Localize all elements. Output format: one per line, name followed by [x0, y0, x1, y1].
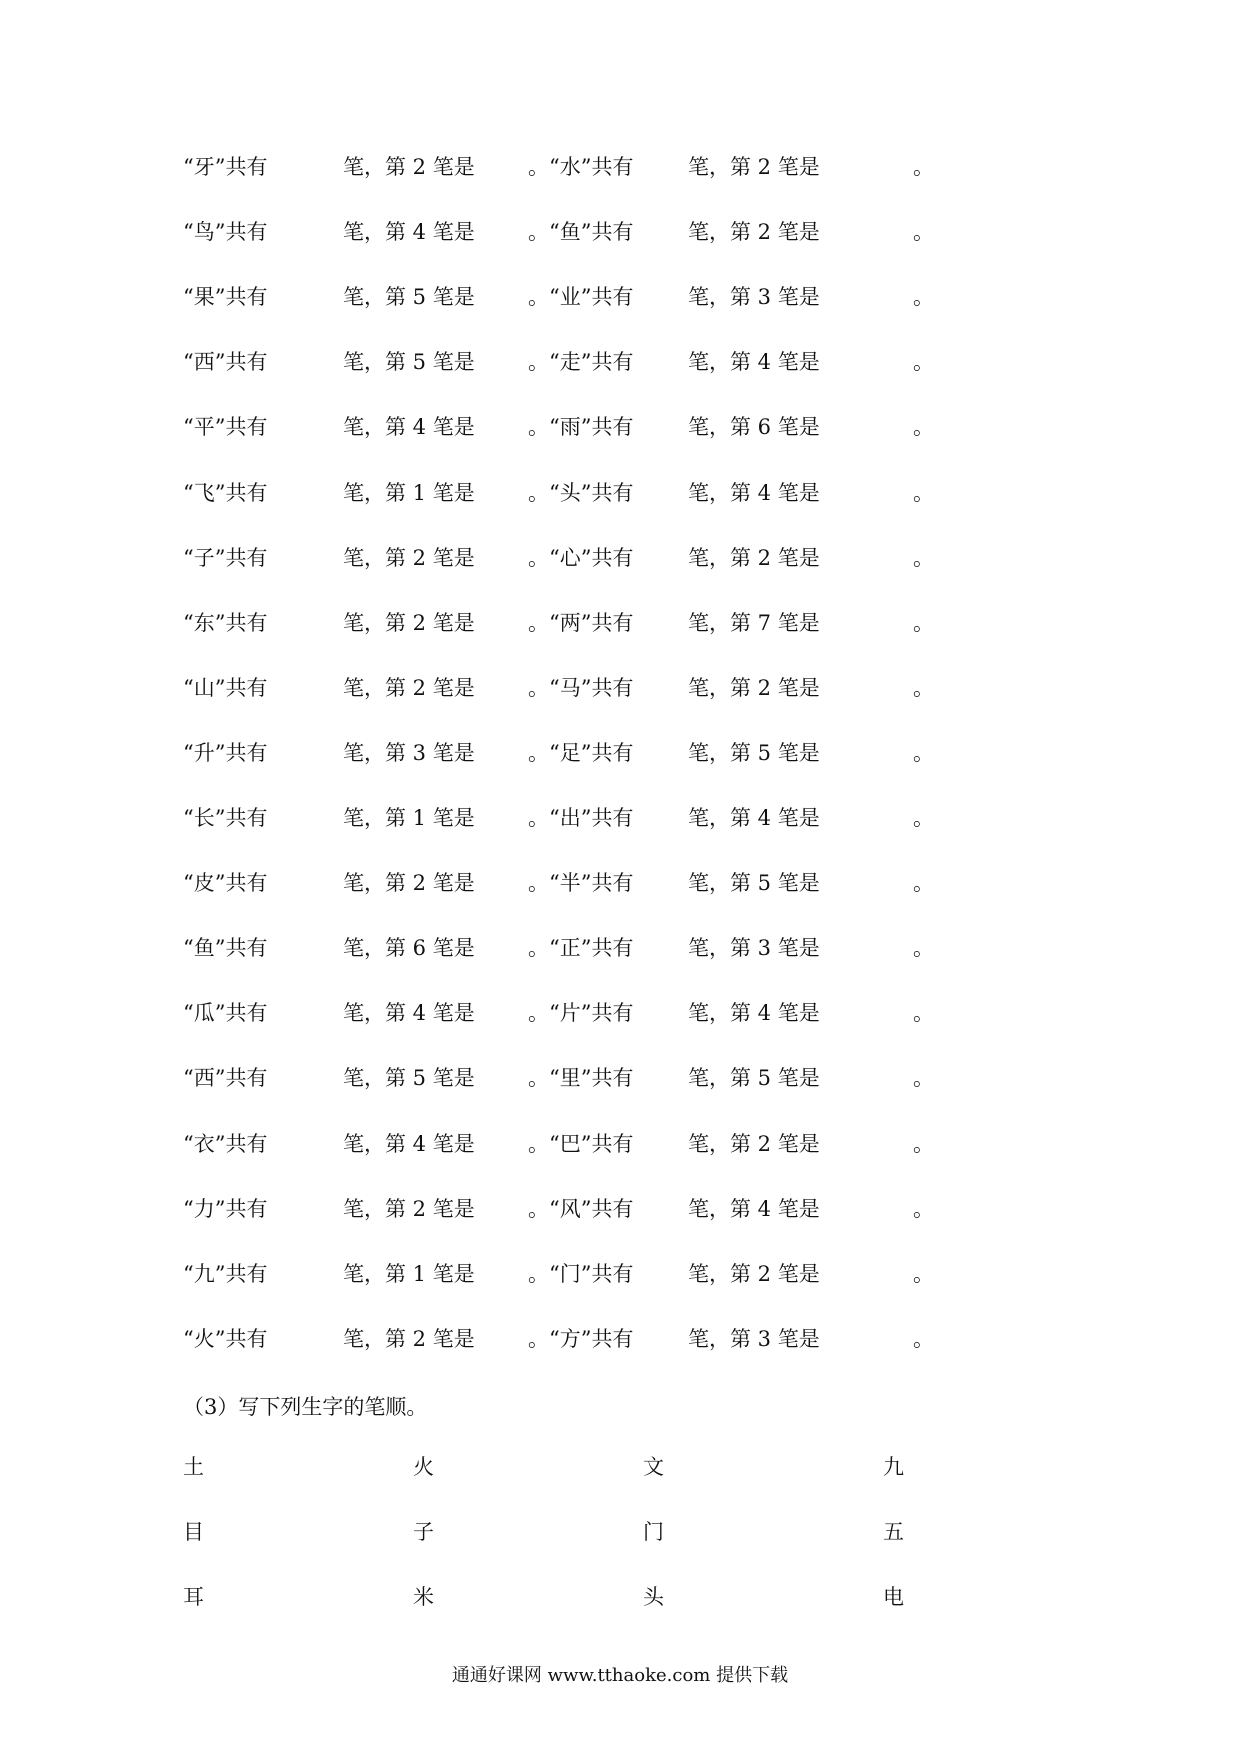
stroke-order-char: 文	[643, 1455, 664, 1479]
stroke-prompt-b: 笔，第 2 笔是	[688, 220, 820, 245]
char-prompt-b: 。“半”共有	[528, 871, 634, 896]
char-prompt-a: “力”共有	[183, 1196, 268, 1221]
question-row	[183, 150, 943, 184]
char-prompt-b: 。“足”共有	[528, 740, 634, 765]
stroke-prompt-b: 笔，第 5 笔是	[688, 871, 820, 896]
question-row	[183, 931, 943, 965]
stroke-prompt-b: 笔，第 2 笔是	[688, 1131, 820, 1156]
stroke-prompt-a: 笔，第 2 笔是	[343, 610, 475, 635]
stroke-order-char: 头	[643, 1585, 664, 1609]
char-prompt-b: 。“风”共有	[528, 1196, 634, 1221]
row-end-mark: 。	[913, 1001, 934, 1026]
char-prompt-a: “九”共有	[183, 1261, 268, 1286]
char-prompt-a: “鸟”共有	[183, 220, 268, 245]
row-end-mark: 。	[913, 740, 934, 765]
char-prompt-b: 。“走”共有	[528, 350, 634, 375]
stroke-order-char: 子	[413, 1520, 434, 1544]
row-end-mark: 。	[913, 545, 934, 570]
stroke-prompt-a: 笔，第 2 笔是	[343, 155, 475, 179]
stroke-prompt-a: 笔，第 1 笔是	[343, 480, 475, 505]
question-row	[183, 606, 943, 640]
stroke-prompt-a: 笔，第 2 笔是	[343, 1326, 475, 1351]
row-end-mark: 。	[913, 806, 934, 830]
stroke-prompt-a: 笔，第 4 笔是	[343, 1001, 475, 1026]
stroke-prompt-b: 笔，第 4 笔是	[688, 1001, 820, 1026]
stroke-prompt-b: 笔，第 2 笔是	[688, 1261, 820, 1286]
row-end-mark: 。	[913, 1261, 934, 1286]
stroke-order-char: 门	[643, 1520, 664, 1544]
char-prompt-b: 。“正”共有	[528, 936, 634, 961]
stroke-order-row	[183, 1580, 943, 1614]
stroke-order-row	[183, 1515, 943, 1549]
stroke-prompt-a: 笔，第 4 笔是	[343, 415, 475, 440]
stroke-prompt-a: 笔，第 1 笔是	[343, 806, 475, 830]
char-prompt-a: “东”共有	[183, 610, 268, 635]
question-row	[183, 280, 943, 314]
stroke-prompt-b: 笔，第 3 笔是	[688, 285, 820, 310]
char-prompt-a: “衣”共有	[183, 1131, 268, 1156]
row-end-mark: 。	[913, 1131, 934, 1156]
row-end-mark: 。	[913, 610, 934, 635]
question-row	[183, 476, 943, 510]
stroke-order-char: 九	[883, 1455, 904, 1479]
row-end-mark: 。	[913, 350, 934, 375]
row-end-mark: 。	[913, 871, 934, 896]
question-row	[183, 736, 943, 770]
stroke-order-char: 五	[883, 1520, 904, 1544]
row-end-mark: 。	[913, 675, 934, 700]
question-row	[183, 1257, 943, 1291]
stroke-prompt-b: 笔，第 2 笔是	[688, 675, 820, 700]
question-row	[183, 866, 943, 900]
char-prompt-a: “牙”共有	[183, 155, 268, 179]
stroke-prompt-b: 笔，第 7 笔是	[688, 610, 820, 635]
char-prompt-b: 。“马”共有	[528, 675, 634, 700]
stroke-prompt-a: 笔，第 4 笔是	[343, 220, 475, 245]
stroke-prompt-a: 笔，第 6 笔是	[343, 936, 475, 961]
stroke-prompt-b: 笔，第 2 笔是	[688, 155, 820, 179]
question-row	[183, 541, 943, 575]
char-prompt-a: “皮”共有	[183, 871, 268, 896]
stroke-prompt-a: 笔，第 2 笔是	[343, 1196, 475, 1221]
stroke-prompt-a: 笔，第 1 笔是	[343, 1261, 475, 1286]
char-prompt-b: 。“门”共有	[528, 1261, 634, 1286]
stroke-prompt-b: 笔，第 6 笔是	[688, 415, 820, 440]
question-row	[183, 410, 943, 444]
char-prompt-a: “火”共有	[183, 1326, 268, 1351]
row-end-mark: 。	[913, 480, 934, 505]
char-prompt-b: 。“方”共有	[528, 1326, 634, 1351]
stroke-prompt-a: 笔，第 3 笔是	[343, 740, 475, 765]
row-end-mark: 。	[913, 220, 934, 245]
char-prompt-a: “子”共有	[183, 545, 268, 570]
char-prompt-b: 。“两”共有	[528, 610, 634, 635]
char-prompt-a: “西”共有	[183, 1066, 268, 1091]
stroke-prompt-b: 笔，第 4 笔是	[688, 480, 820, 505]
char-prompt-a: “升”共有	[183, 740, 268, 765]
stroke-prompt-b: 笔，第 2 笔是	[688, 545, 820, 570]
stroke-prompt-b: 笔，第 4 笔是	[688, 1196, 820, 1221]
question-row	[183, 671, 943, 705]
stroke-order-char: 米	[413, 1585, 434, 1609]
char-prompt-b: 。“里”共有	[528, 1066, 634, 1091]
stroke-order-char: 目	[183, 1520, 204, 1544]
char-prompt-a: “飞”共有	[183, 480, 268, 505]
char-prompt-a: “山”共有	[183, 675, 268, 700]
row-end-mark: 。	[913, 415, 934, 440]
question-row	[183, 1322, 943, 1356]
question-row	[183, 1192, 943, 1226]
stroke-prompt-a: 笔，第 5 笔是	[343, 350, 475, 375]
stroke-prompt-b: 笔，第 5 笔是	[688, 1066, 820, 1091]
row-end-mark: 。	[913, 1196, 934, 1221]
char-prompt-a: “鱼”共有	[183, 936, 268, 961]
row-end-mark: 。	[913, 1066, 934, 1091]
stroke-prompt-a: 笔，第 5 笔是	[343, 1066, 475, 1091]
row-end-mark: 。	[913, 936, 934, 961]
char-prompt-b: 。“水”共有	[528, 155, 634, 179]
question-row	[183, 1127, 943, 1161]
stroke-prompt-b: 笔，第 3 笔是	[688, 1326, 820, 1351]
question-row	[183, 215, 943, 249]
char-prompt-b: 。“心”共有	[528, 545, 634, 570]
stroke-prompt-b: 笔，第 3 笔是	[688, 936, 820, 961]
stroke-prompt-b: 笔，第 4 笔是	[688, 350, 820, 375]
char-prompt-a: “果”共有	[183, 285, 268, 310]
question-row	[183, 996, 943, 1030]
char-prompt-b: 。“鱼”共有	[528, 220, 634, 245]
char-prompt-b: 。“头”共有	[528, 480, 634, 505]
stroke-prompt-a: 笔，第 2 笔是	[343, 871, 475, 896]
row-end-mark: 。	[913, 1326, 934, 1351]
section-title: （3）写下列生字的笔顺。	[183, 1395, 428, 1419]
char-prompt-b: 。“片”共有	[528, 1001, 634, 1026]
question-row	[183, 1061, 943, 1095]
stroke-prompt-a: 笔，第 2 笔是	[343, 675, 475, 700]
stroke-prompt-a: 笔，第 5 笔是	[343, 285, 475, 310]
question-row	[183, 345, 943, 379]
row-end-mark: 。	[913, 285, 934, 310]
stroke-order-char: 耳	[183, 1585, 204, 1609]
char-prompt-a: “西”共有	[183, 350, 268, 375]
stroke-prompt-b: 笔，第 5 笔是	[688, 740, 820, 765]
stroke-order-row	[183, 1450, 943, 1484]
footer-credit: 通通好课网 www.tthaoke.com 提供下载	[451, 1665, 789, 1686]
stroke-prompt-b: 笔，第 4 笔是	[688, 806, 820, 830]
stroke-prompt-a: 笔，第 4 笔是	[343, 1131, 475, 1156]
question-row	[183, 801, 943, 835]
char-prompt-a: “长”共有	[183, 806, 268, 830]
stroke-order-char: 火	[413, 1455, 434, 1479]
char-prompt-a: “瓜”共有	[183, 1001, 268, 1026]
char-prompt-b: 。“雨”共有	[528, 415, 634, 440]
char-prompt-b: 。“巴”共有	[528, 1131, 634, 1156]
char-prompt-b: 。“业”共有	[528, 285, 634, 310]
stroke-order-char: 土	[183, 1455, 204, 1479]
row-end-mark: 。	[913, 155, 934, 179]
char-prompt-a: “平”共有	[183, 415, 268, 440]
stroke-prompt-a: 笔，第 2 笔是	[343, 545, 475, 570]
stroke-order-char: 电	[883, 1585, 904, 1609]
char-prompt-b: 。“出”共有	[528, 806, 634, 830]
